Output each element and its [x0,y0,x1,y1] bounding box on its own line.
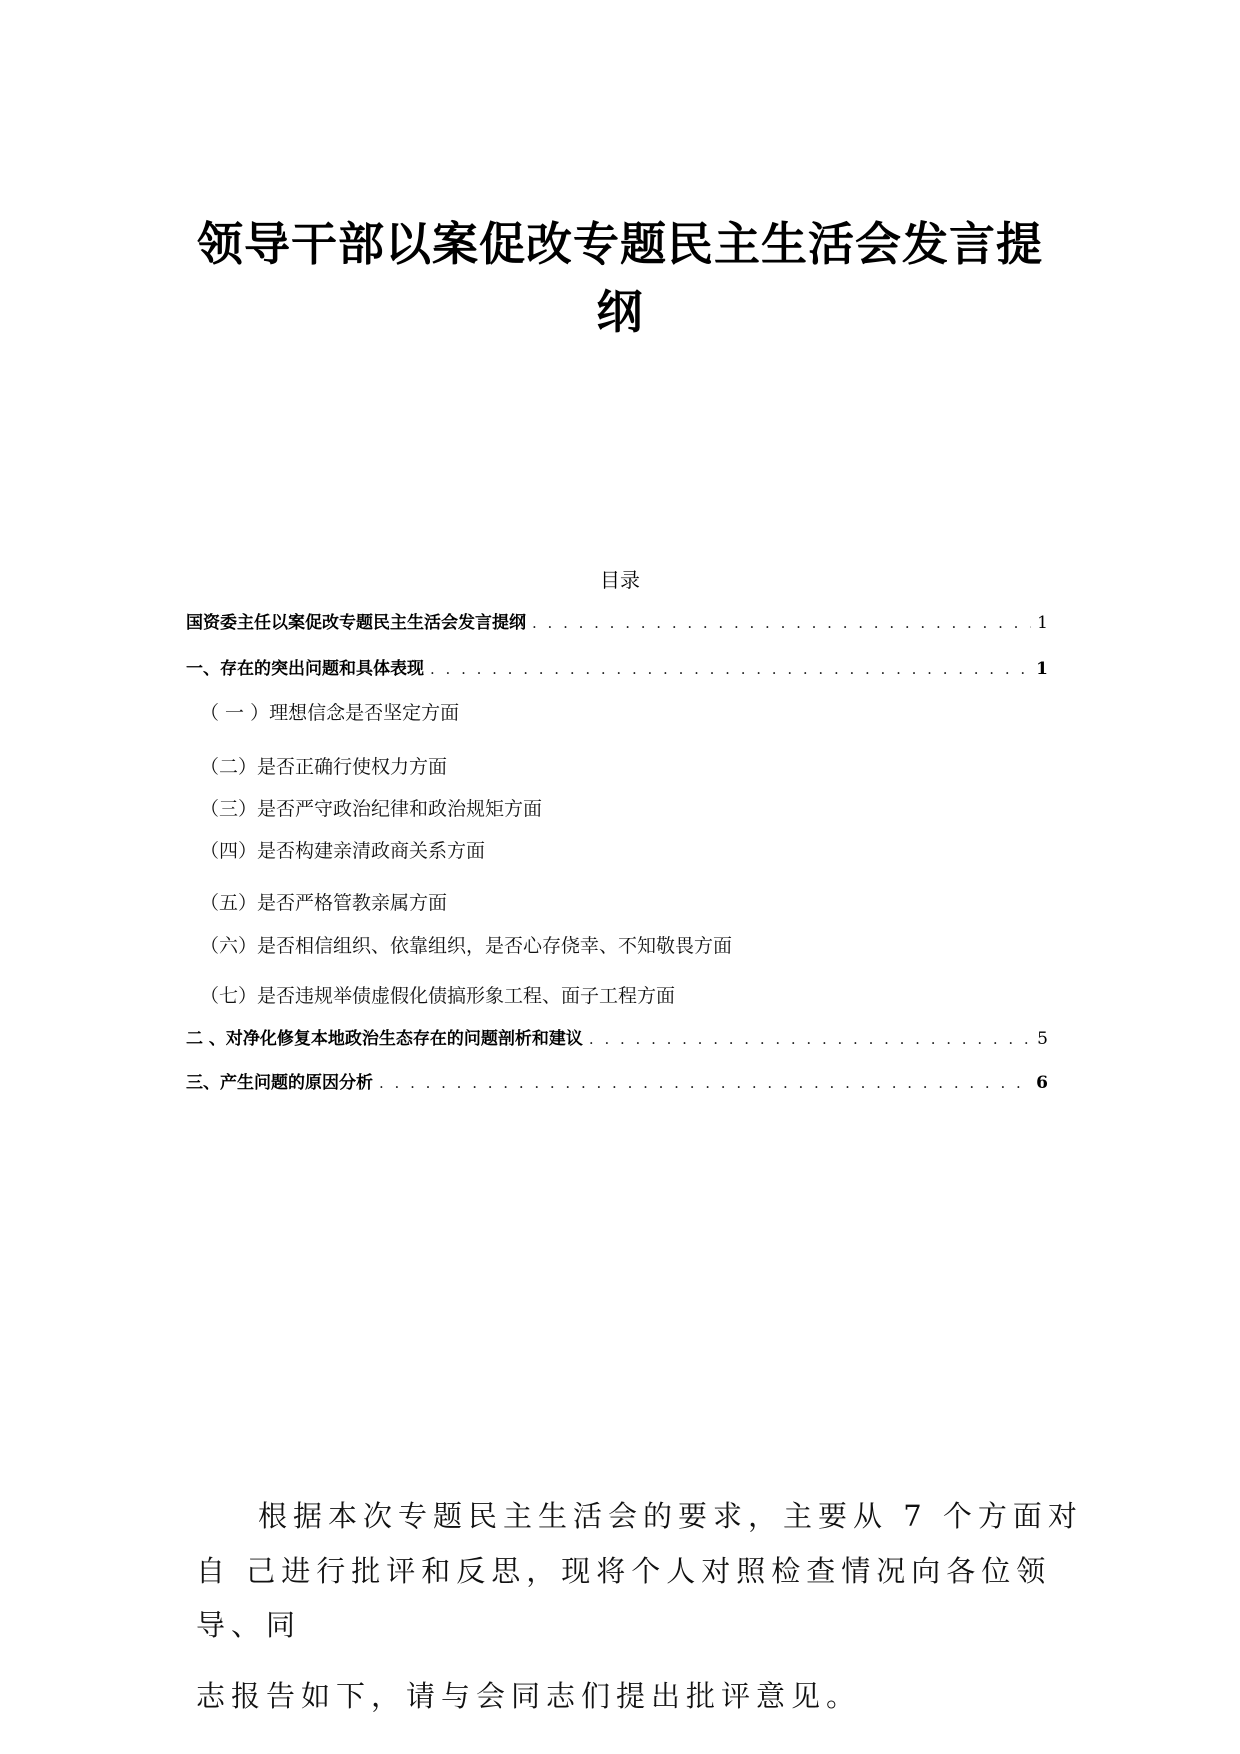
toc-subitem-6[interactable]: （六）是否相信组织、依靠组织，是否心存侥幸、不知敬畏方面 [200,935,733,957]
toc-heading: 目录 [600,568,640,592]
toc-subitem-1[interactable]: （ 一 ）理想信念是否坚定方面 [200,702,460,724]
body-paragraph-line-4: 志报告如下，请与会同志们提出批评意见。 [196,1679,862,1713]
body-paragraph-line-3: 导、同 [196,1608,302,1642]
toc-subitem-2[interactable]: （二）是否正确行使权力方面 [200,756,448,778]
toc-subitem-5[interactable]: （五）是否严格管教亲属方面 [200,892,448,914]
toc-page-number: 1 [1037,613,1048,633]
toc-entry-label: 国资委主任以案促改专题民主生活会发言提纲 [186,613,526,633]
toc-leader-dots [532,614,1031,632]
toc-entry-4[interactable] [186,1068,1048,1093]
toc-entry-label: 三、产生问题的原因分析 [186,1073,373,1093]
toc-subitem-7[interactable]: （七）是否违规举债虚假化债搞形象工程、面子工程方面 [200,985,676,1007]
toc-page-number: 1 [1036,659,1048,679]
toc-page-number: 6 [1036,1073,1048,1093]
toc-page-number: 5 [1037,1029,1048,1049]
body-paragraph-line-1: 根据本次专题民主生活会的要求，主要从 7 个方面对 [258,1499,1083,1533]
toc-subitem-3[interactable]: （三）是否严守政治纪律和政治规矩方面 [200,798,543,820]
toc-entry-label: 一、存在的突出问题和具体表现 [186,659,424,679]
toc-subitem-4[interactable]: （四）是否构建亲清政商关系方面 [200,840,486,862]
toc-entry-1[interactable] [186,608,1048,633]
title-line-2: 纲 [596,285,644,339]
toc-leader-dots [379,1074,1030,1092]
toc-entry-2[interactable] [186,654,1048,679]
document-title [150,210,1090,346]
toc-entry-3[interactable] [186,1024,1048,1049]
title-line-1: 领导干部以案促改专题民主生活会发言提 [197,217,1043,271]
toc-leader-dots [589,1030,1031,1048]
toc-leader-dots [430,660,1030,678]
toc-entry-label: 二 、对净化修复本地政治生态存在的问题剖析和建议 [186,1029,583,1049]
body-paragraph-line-2: 自 己进行批评和反思，现将个人对照检查情况向各位领 [196,1554,1052,1588]
